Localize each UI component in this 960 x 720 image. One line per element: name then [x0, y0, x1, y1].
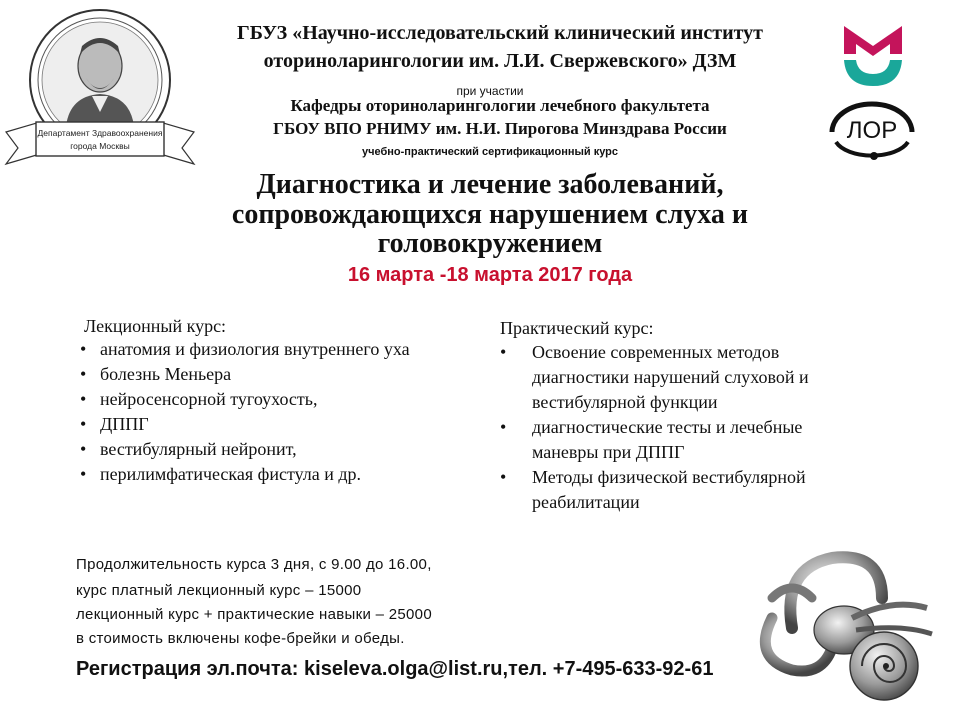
participation-note: при участии: [456, 84, 524, 98]
lecture-item: • нейросенсорной тугоухость,: [80, 387, 420, 412]
m-logo: [836, 14, 910, 88]
info-price-lecture: курс платный лекционный курс – 15000: [76, 582, 362, 599]
institute-name-line2: оториноларингологии им. Л.И. Свержевского» ДЗМ: [263, 50, 737, 72]
course-title-line2: сопровождающихся нарушением слуха и: [231, 199, 749, 230]
course-dates: 16 марта -18 марта 2017 года: [347, 264, 633, 286]
course-title-line1: Диагностика и лечение заболеваний,: [256, 169, 724, 200]
course-type: учебно-практический сертификационный курс: [361, 146, 619, 158]
info-duration: Продолжительность курса 3 дня, с 9.00 до 16.00,: [76, 556, 432, 573]
lecture-list: [80, 337, 420, 487]
info-price-full: лекционный курс + практические навыки – 25000: [76, 606, 432, 623]
lor-logo-text: ЛОР: [846, 117, 898, 144]
lor-logo: [822, 100, 922, 164]
lecture-heading: Лекционный курс:: [84, 316, 227, 336]
seal-ribbon-line2: города Москвы: [70, 141, 130, 151]
practical-item: • Освоение современных методов диагностики нарушений слуховой и вестибулярной функции: [500, 340, 870, 415]
lecture-item: • перилимфатическая фистула и др.: [80, 462, 420, 487]
institute-seal: [0, 4, 200, 176]
lecture-item: • вестибулярный нейронит,: [80, 437, 420, 462]
info-included: в стоимость включены кофе-брейки и обеды.: [76, 630, 405, 647]
practical-item: • Методы физической вестибулярной реабилитации: [500, 465, 870, 515]
inner-ear-illustration: [752, 538, 952, 714]
department-line2: ГБОУ ВПО РНИМУ им. Н.И. Пирогова Минздрава России: [273, 119, 727, 138]
practical-list: [500, 340, 870, 515]
course-title-line3: головокружением: [377, 228, 603, 259]
lecture-item: • ДППГ: [80, 412, 420, 437]
department-line1: Кафедры оториноларингологии лечебного факультета: [290, 96, 710, 115]
lecture-item: • анатомия и физиология внутреннего уха: [80, 337, 420, 362]
seal-ribbon-line1: Департамент Здравоохранения: [37, 128, 163, 138]
institute-name-line1: ГБУЗ «Научно-исследовательский клинический институт: [237, 22, 763, 44]
lecture-item: • болезнь Меньера: [80, 362, 420, 387]
practical-heading: Практический курс:: [500, 318, 654, 338]
practical-item: • диагностические тесты и лечебные маневры при ДППГ: [500, 415, 870, 465]
registration-contacts: Регистрация эл.почта: kiseleva.olga@list.ru,тел. +7-495-633-92-61: [76, 658, 714, 680]
